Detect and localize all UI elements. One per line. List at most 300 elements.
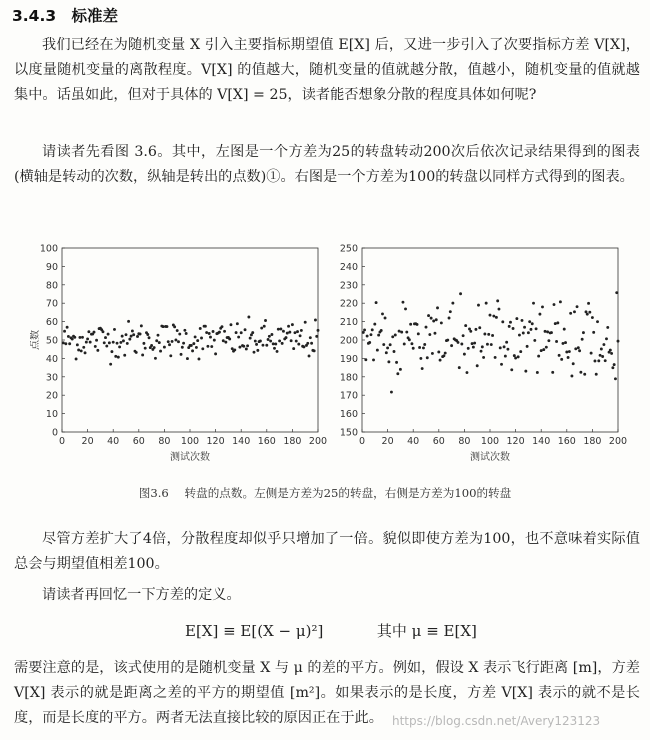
data-point xyxy=(538,313,541,316)
data-point xyxy=(276,350,279,353)
data-point xyxy=(114,355,117,358)
data-point xyxy=(362,331,365,334)
y-tick-label: 0 xyxy=(51,427,58,439)
data-point xyxy=(139,333,142,336)
paragraph-5: 需要注意的是，该式使用的是随机变量 X 与 μ 的差的平方。例如，假设 X 表示飞行距离 [m]，方差 V[X] 表示的就是距离之差的平方的期望值 [m²]。如果表示的是长度，方差 V[X] 表示的就不是长度，而是长度的平方。两者无法直接比较的原因正在于此。 xyxy=(14,660,640,726)
data-point xyxy=(210,345,213,348)
data-point xyxy=(195,346,198,349)
data-point xyxy=(412,347,415,350)
data-point xyxy=(372,358,375,361)
y-tick-label: 240 xyxy=(339,261,358,273)
data-point xyxy=(75,357,78,360)
data-point xyxy=(153,346,156,349)
data-point xyxy=(526,345,529,348)
data-point xyxy=(579,371,582,374)
data-point xyxy=(550,331,553,334)
data-point xyxy=(462,334,465,337)
data-point xyxy=(209,336,212,339)
y-tick-label: 180 xyxy=(339,372,358,384)
data-point xyxy=(508,325,511,328)
data-point xyxy=(577,346,580,349)
data-point xyxy=(310,342,313,345)
data-point xyxy=(617,340,620,343)
data-point xyxy=(142,342,145,345)
data-point xyxy=(158,341,161,344)
data-point xyxy=(518,334,521,337)
data-point xyxy=(281,342,284,345)
data-point xyxy=(504,355,507,358)
data-point xyxy=(595,373,598,376)
data-point xyxy=(245,348,248,351)
data-point xyxy=(109,363,112,366)
data-point xyxy=(586,313,589,316)
data-point xyxy=(259,340,262,343)
data-point xyxy=(86,337,89,340)
data-point xyxy=(84,351,87,354)
data-point xyxy=(604,359,607,362)
data-point xyxy=(517,355,520,358)
y-tick-label: 210 xyxy=(339,317,358,329)
data-point xyxy=(558,354,561,357)
y-tick-label: 220 xyxy=(339,298,358,310)
y-tick-label: 250 xyxy=(339,243,358,255)
data-point xyxy=(609,349,612,352)
data-point xyxy=(228,338,231,341)
data-point xyxy=(377,334,380,337)
data-point xyxy=(254,340,257,343)
paragraph-2: 请读者先看图 3.6。其中，左图是一个方差为25的转盘转动200次后依次记录结果得到的图表(横轴是转动的次数，纵轴是转出的点数)①。右图是一个方差为100的转盘以同样方式得到的图表。 xyxy=(14,144,640,185)
data-point xyxy=(212,330,215,333)
data-point xyxy=(471,342,474,345)
data-point xyxy=(119,341,122,344)
data-point xyxy=(578,349,581,352)
data-point xyxy=(274,343,277,346)
data-point xyxy=(182,342,185,345)
data-point xyxy=(434,332,437,335)
data-point xyxy=(489,314,492,317)
data-point xyxy=(267,338,270,341)
data-point xyxy=(112,341,115,344)
data-point xyxy=(146,333,149,336)
data-point xyxy=(221,325,224,328)
y-tick-label: 80 xyxy=(45,280,58,292)
data-point xyxy=(117,356,120,359)
data-point xyxy=(419,357,422,360)
data-point xyxy=(483,333,486,336)
data-point xyxy=(564,341,567,344)
data-point xyxy=(588,311,591,314)
data-point xyxy=(472,346,475,349)
data-point xyxy=(384,317,387,320)
data-point xyxy=(253,351,256,354)
data-point xyxy=(251,331,254,334)
data-point xyxy=(299,334,302,337)
data-point xyxy=(181,346,184,349)
data-point xyxy=(602,343,605,346)
data-point xyxy=(394,334,397,337)
data-point xyxy=(89,341,92,344)
data-point xyxy=(78,336,81,339)
data-point xyxy=(498,308,501,311)
data-point xyxy=(562,342,565,345)
data-point xyxy=(177,340,180,343)
x-tick-label: 180 xyxy=(283,436,302,447)
data-point xyxy=(496,299,499,302)
data-point xyxy=(102,330,105,333)
x-tick-label: 0 xyxy=(58,436,66,447)
data-point xyxy=(490,343,493,346)
data-point xyxy=(531,322,534,325)
data-point xyxy=(391,335,394,338)
data-point xyxy=(613,363,616,366)
y-tick-label: 160 xyxy=(339,409,358,421)
data-point xyxy=(376,349,379,352)
data-point xyxy=(422,346,425,349)
data-point xyxy=(230,323,233,326)
data-point xyxy=(208,332,211,335)
data-point xyxy=(282,330,285,333)
x-tick-label: 120 xyxy=(206,436,225,447)
data-point xyxy=(159,350,162,353)
data-point xyxy=(174,339,177,342)
data-point xyxy=(565,351,568,354)
section-number: 3.4.3 xyxy=(12,7,57,25)
data-point xyxy=(168,343,171,346)
data-point xyxy=(123,354,126,357)
data-point xyxy=(583,373,586,376)
data-point xyxy=(416,323,419,326)
data-point xyxy=(176,329,179,332)
data-point xyxy=(80,349,83,352)
data-point xyxy=(572,362,575,365)
data-point xyxy=(173,325,176,328)
data-point xyxy=(439,359,442,362)
data-point xyxy=(482,356,485,359)
data-point xyxy=(524,370,527,373)
x-axis-label: 测试次数 xyxy=(470,452,510,463)
data-point xyxy=(536,371,539,374)
y-tick-label: 230 xyxy=(339,280,358,292)
data-point xyxy=(492,315,495,318)
data-point xyxy=(192,342,195,345)
data-point xyxy=(469,330,472,333)
x-tick-label: 60 xyxy=(132,436,145,447)
data-point xyxy=(594,360,597,363)
data-point xyxy=(418,346,421,349)
data-point xyxy=(95,339,98,342)
data-point xyxy=(131,330,134,333)
data-point xyxy=(606,326,609,329)
data-point xyxy=(573,310,576,313)
y-tick-label: 60 xyxy=(45,317,58,329)
data-point xyxy=(148,336,151,339)
data-point xyxy=(235,331,238,334)
section-heading xyxy=(12,4,118,26)
x-tick-label: 100 xyxy=(180,436,200,447)
data-point xyxy=(576,305,579,308)
data-point xyxy=(501,320,504,323)
data-point xyxy=(300,329,303,332)
y-axis-label: 点数 xyxy=(30,330,41,350)
x-tick-label: 200 xyxy=(308,436,328,447)
data-point xyxy=(81,336,84,339)
data-point xyxy=(491,334,494,337)
data-point xyxy=(371,328,374,331)
data-point xyxy=(509,321,512,324)
data-point xyxy=(382,343,385,346)
data-point xyxy=(121,335,124,338)
data-point xyxy=(596,320,599,323)
data-point xyxy=(494,356,497,359)
data-point xyxy=(522,332,525,335)
data-point xyxy=(132,333,135,336)
data-point xyxy=(459,292,462,295)
data-point xyxy=(436,306,439,309)
data-point xyxy=(474,328,477,331)
data-point xyxy=(363,328,366,331)
data-point xyxy=(478,326,481,329)
x-tick-label: 80 xyxy=(458,436,471,447)
y-tick-label: 90 xyxy=(45,261,58,273)
y-tick-label: 30 xyxy=(45,372,58,384)
data-point xyxy=(396,372,399,375)
data-point xyxy=(545,346,548,349)
data-point xyxy=(68,342,71,345)
data-point xyxy=(144,347,147,350)
data-point xyxy=(194,335,197,338)
data-point xyxy=(314,319,317,322)
data-point xyxy=(563,328,566,331)
data-point xyxy=(440,321,443,324)
data-point xyxy=(308,355,311,358)
data-point xyxy=(499,346,502,349)
data-point xyxy=(178,333,181,336)
data-point xyxy=(451,302,454,305)
data-point xyxy=(163,346,166,349)
formula-condition: 其中 μ ≡ E[X] xyxy=(376,622,477,640)
data-point xyxy=(530,328,533,331)
data-point xyxy=(404,307,407,310)
data-point xyxy=(255,343,258,346)
data-point xyxy=(296,330,299,333)
x-tick-label: 40 xyxy=(107,436,120,447)
data-point xyxy=(555,340,558,343)
data-point xyxy=(542,348,545,351)
y-tick-label: 50 xyxy=(45,335,58,347)
data-point xyxy=(553,303,556,306)
data-point xyxy=(537,355,540,358)
data-point xyxy=(285,336,288,339)
data-point xyxy=(286,332,289,335)
figure-3-6 xyxy=(30,238,650,483)
data-point xyxy=(315,335,318,338)
data-point xyxy=(399,368,402,371)
data-point xyxy=(231,347,234,350)
data-point xyxy=(551,371,554,374)
data-point xyxy=(581,338,584,341)
data-point xyxy=(449,310,452,313)
data-point xyxy=(487,333,490,336)
data-point xyxy=(554,322,557,325)
data-point xyxy=(317,329,320,332)
data-point xyxy=(423,343,426,346)
data-point xyxy=(510,368,513,371)
data-point xyxy=(108,341,111,344)
section-title: 标准差 xyxy=(71,7,119,25)
data-point xyxy=(556,321,559,324)
data-point xyxy=(370,333,373,336)
data-point xyxy=(485,302,488,305)
data-point xyxy=(244,328,247,331)
x-tick-label: 140 xyxy=(232,436,251,447)
data-point xyxy=(62,341,65,344)
x-tick-label: 100 xyxy=(480,436,500,447)
data-point xyxy=(66,326,69,329)
data-point xyxy=(237,336,240,339)
y-tick-label: 20 xyxy=(45,390,58,402)
y-tick-label: 170 xyxy=(339,390,358,402)
data-point xyxy=(277,328,280,331)
data-point xyxy=(116,342,119,345)
data-point xyxy=(313,349,316,352)
data-point xyxy=(150,344,153,347)
data-point xyxy=(67,335,70,338)
data-point xyxy=(390,391,393,394)
data-point xyxy=(444,352,447,355)
data-point xyxy=(592,331,595,334)
data-point xyxy=(135,351,138,354)
x-tick-label: 180 xyxy=(583,436,602,447)
data-point xyxy=(118,345,121,348)
data-point xyxy=(264,319,267,322)
data-point xyxy=(256,349,259,352)
data-point xyxy=(260,327,263,330)
y-tick-label: 70 xyxy=(45,298,58,310)
data-point xyxy=(190,344,193,347)
data-point xyxy=(540,349,543,352)
x-tick-label: 20 xyxy=(381,436,394,447)
paragraph-3: 尽管方差扩大了4倍，分散程度却似乎只增加了一倍。貌似即使方差为100，也不意味着实际值总会与期望值相差100。 xyxy=(14,531,640,572)
data-point xyxy=(442,354,445,357)
data-point xyxy=(614,377,617,380)
data-point xyxy=(180,353,183,356)
data-point xyxy=(236,322,239,325)
data-point xyxy=(238,346,241,349)
data-point xyxy=(205,331,208,334)
data-point xyxy=(569,312,572,315)
data-point xyxy=(393,350,396,353)
data-point xyxy=(587,302,590,305)
data-point xyxy=(426,356,429,359)
data-point xyxy=(103,341,106,344)
data-point xyxy=(199,327,202,330)
variance-formula xyxy=(185,620,477,641)
data-point xyxy=(96,349,99,352)
data-point xyxy=(387,360,390,363)
data-point xyxy=(432,320,435,323)
data-point xyxy=(582,331,585,334)
data-point xyxy=(77,348,80,351)
data-point xyxy=(533,339,536,342)
data-point xyxy=(611,366,614,369)
data-point xyxy=(560,358,563,361)
data-point xyxy=(380,329,383,332)
data-point xyxy=(71,338,74,341)
data-point xyxy=(196,339,199,342)
data-point xyxy=(431,352,434,355)
data-point xyxy=(515,317,518,320)
data-point xyxy=(435,318,438,321)
data-point xyxy=(302,345,305,348)
data-point xyxy=(249,337,252,340)
data-point xyxy=(222,339,225,342)
data-point xyxy=(425,326,428,329)
data-point xyxy=(514,357,517,360)
x-tick-label: 200 xyxy=(608,436,628,447)
x-tick-label: 20 xyxy=(81,436,94,447)
x-tick-label: 160 xyxy=(557,436,576,447)
y-tick-label: 100 xyxy=(39,243,58,255)
data-point xyxy=(141,354,144,357)
caption-text: 转盘的点数。左侧是方差为25的转盘，右侧是方差为100的转盘 xyxy=(184,486,512,500)
data-point xyxy=(405,331,408,334)
data-point xyxy=(410,342,413,345)
data-point xyxy=(615,291,618,294)
data-point xyxy=(601,355,604,358)
data-point xyxy=(464,324,467,327)
data-point xyxy=(309,336,312,339)
formula-definition: E[X] ≡ E[(X − μ)²] xyxy=(185,622,324,640)
data-point xyxy=(386,346,389,349)
caption-label: 图3.6 xyxy=(138,486,169,500)
data-point xyxy=(154,357,157,360)
data-point xyxy=(140,324,143,327)
paragraph-4: 请读者再回忆一下方差的定义。 xyxy=(42,587,241,603)
data-point xyxy=(167,340,170,343)
data-point xyxy=(288,331,291,334)
data-point xyxy=(599,354,602,357)
x-tick-label: 120 xyxy=(506,436,525,447)
data-point xyxy=(126,342,129,345)
data-point xyxy=(605,337,608,340)
data-point xyxy=(63,330,66,333)
data-point xyxy=(364,358,367,361)
data-point xyxy=(246,344,249,347)
data-point xyxy=(110,350,113,353)
data-point xyxy=(94,345,97,348)
data-point xyxy=(201,347,204,350)
data-point xyxy=(295,340,298,343)
data-point xyxy=(574,347,577,350)
data-point xyxy=(528,320,531,323)
data-point xyxy=(82,346,85,349)
plot-frame xyxy=(362,248,618,432)
data-point xyxy=(93,331,96,334)
data-point xyxy=(304,321,307,324)
data-point xyxy=(105,345,108,348)
x-tick-label: 160 xyxy=(257,436,276,447)
data-point xyxy=(446,339,449,342)
data-point xyxy=(206,345,209,348)
data-point xyxy=(107,333,110,336)
data-point xyxy=(64,342,67,345)
data-point xyxy=(76,343,79,346)
data-point xyxy=(157,334,160,337)
data-point xyxy=(568,350,571,353)
data-point xyxy=(600,348,603,351)
data-point xyxy=(240,331,243,334)
scatter-chart-left xyxy=(30,238,330,483)
